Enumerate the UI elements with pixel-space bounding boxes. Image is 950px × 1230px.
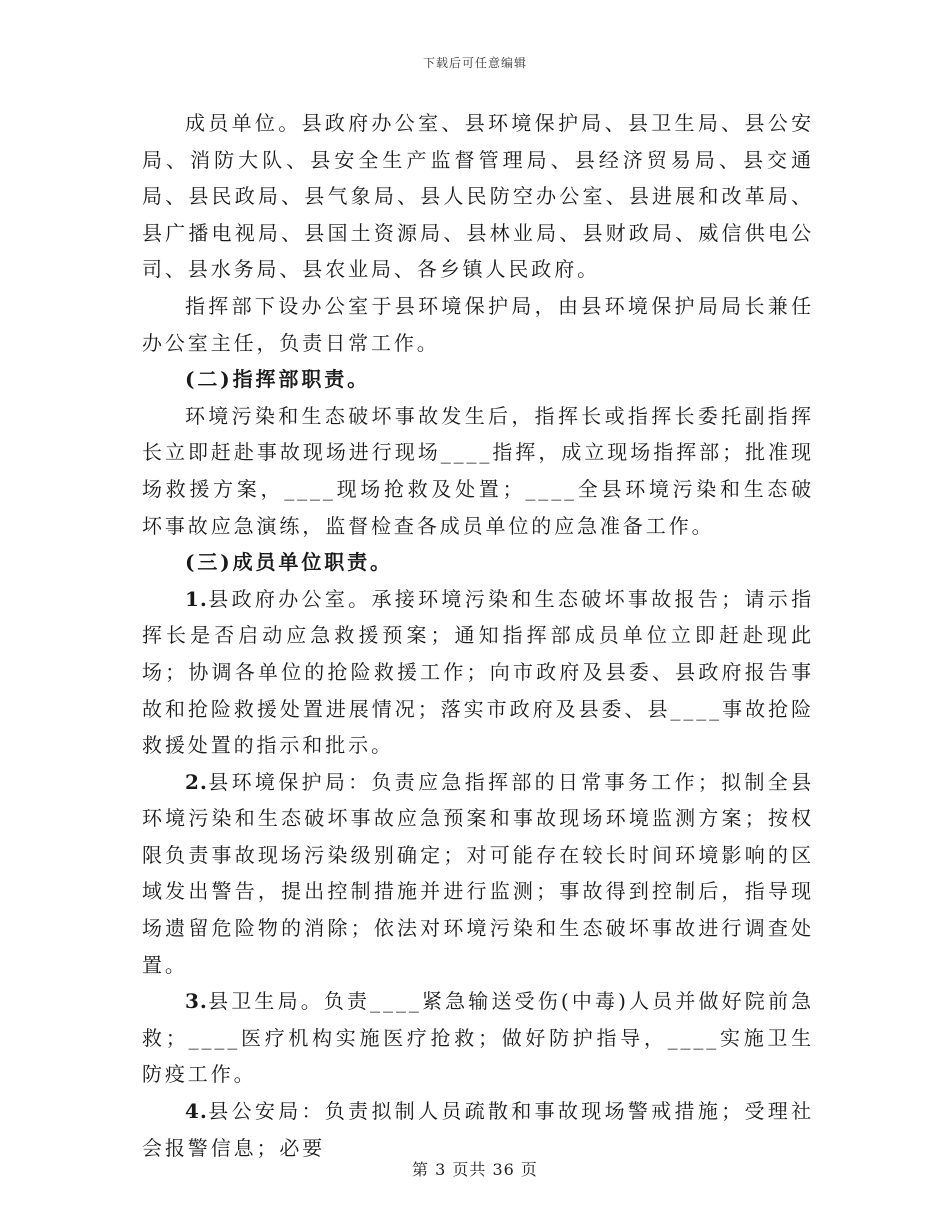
list-number: 4. [185, 1099, 208, 1124]
section-heading-member-duties: (三)成员单位职责。 [185, 550, 393, 575]
list-number: 1. [185, 586, 208, 611]
document-body [142, 105, 814, 1166]
section-heading-headquarters-duties: (二)指挥部职责。 [185, 367, 371, 392]
list-item-text: 县卫生局。负责____紧急输送受伤(中毒)人员并做好院前急救；____医疗机构实施医疗抢救；做好防护指导，____实施卫生防疫工作。 [142, 989, 814, 1087]
page-number: 第 3 页共 36 页 [412, 1160, 538, 1179]
list-item-environment-bureau [142, 764, 814, 984]
list-item-health-bureau [142, 983, 814, 1093]
list-number: 3. [185, 989, 208, 1014]
list-item-text: 县环境保护局：负责应急指挥部的日常事务工作；拟制全县环境污染和生态破坏事故应急预案和事故现场环境监测方案；按权限负责事故现场污染级别确定；对可能存在较长时间环境影响的区域发出警告，提出控制措施并进行监测；事故得到控制后，指导现场遗留危险物的消除；依法对环境污染和生态破坏事故进行调查处置。 [142, 769, 814, 977]
list-item-public-security-bureau [142, 1093, 814, 1166]
list-number: 2. [185, 769, 208, 794]
list-item-text: 县公安局：负责拟制人员疏散和事故现场警戒措施；受理社会报警信息；必要 [142, 1099, 814, 1160]
list-item-text: 县政府办公室。承接环境污染和生态破坏事故报告；请示指挥长是否启动应急救援预案；通知指挥部成员单位立即赶赴现此场；协调各单位的抢险救援工作；向市政府及县委、县政府报告事故和抢险救援处置进展情况；落实市政府及县委、县____事故抢险救援处置的指示和批示。 [142, 586, 814, 758]
paragraph-member-units: 成员单位。县政府办公室、县环境保护局、县卫生局、县公安局、消防大队、县安全生产监督管理局、县经济贸易局、县交通局、县民政局、县气象局、县人民防空办公室、县进展和改革局、县广播电视局、县国土资源局、县林业局、县财政局、威信供电公司、县水务局、县农业局、各乡镇人民政府。 [142, 111, 814, 282]
paragraph-office-setup: 指挥部下设办公室于县环境保护局，由县环境保护局局长兼任办公室主任，负责日常工作。 [142, 293, 814, 355]
page-header: 下载后可任意编辑 [422, 56, 527, 70]
list-item-government-office [142, 581, 814, 764]
paragraph-headquarters-duties: 环境污染和生态破坏事故发生后，指挥长或指挥长委托副指挥长立即赶赴事故现场进行现场____指挥，成立现场指挥部；批准现场救援方案，____现场抢救及处置；____全县环境污染和生态破坏事故应急演练，监督检查各成员单位的应急准备工作。 [142, 403, 814, 538]
